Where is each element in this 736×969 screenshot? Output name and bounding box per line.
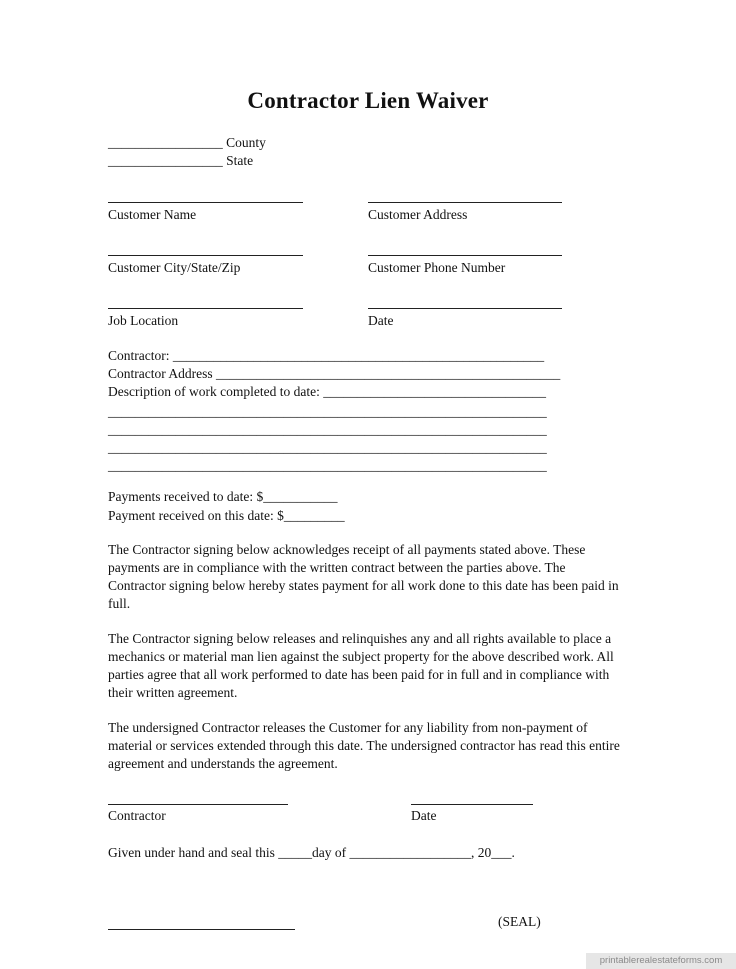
liability-paragraph <box>108 719 628 773</box>
description-blank-line: _________________________________________________________________ <box>108 422 547 437</box>
contractor-address-line: Contractor Address ___________________________________________________ <box>108 366 561 381</box>
contractor-signature-label: Contractor <box>108 808 166 823</box>
customer-name-field[interactable] <box>108 202 303 203</box>
acknowledgement-paragraph <box>108 541 628 613</box>
seal-signature-field[interactable] <box>108 929 295 930</box>
paragraph-line: The undersigned Contractor releases the Customer for any liability from non-payment of <box>108 720 588 735</box>
given-under-hand-line: Given under hand and seal this _____day of __________________, 20___. <box>108 845 515 860</box>
paragraph-line: Contractor signing below hereby states payment for all work done to this date has been paid in <box>108 578 619 593</box>
paragraph-line: agreement and understands the agreement. <box>108 756 338 771</box>
customer-name-label: Customer Name <box>108 207 197 222</box>
release-paragraph <box>108 630 628 702</box>
customer-address-field[interactable] <box>368 202 562 203</box>
customer-city-field[interactable] <box>108 255 303 256</box>
payments-to-date-line: Payments received to date: $___________ <box>108 489 338 504</box>
job-location-field[interactable] <box>108 308 303 309</box>
paragraph-line: The Contractor signing below releases and relinquishes any and all rights available to place a <box>108 631 612 646</box>
date-field[interactable] <box>368 308 562 309</box>
paragraph-line: mechanics or material man lien against the subject property for the above described work. All <box>108 649 614 664</box>
signature-date-label: Date <box>411 808 437 823</box>
description-blank-line: _________________________________________________________________ <box>108 458 547 473</box>
payment-this-date-line: Payment received on this date: $_________ <box>108 508 345 523</box>
contractor-line: Contractor: _______________________________________________________ <box>108 348 545 363</box>
state-line: _________________ State <box>108 153 254 168</box>
paragraph-line: full. <box>108 596 131 611</box>
date-label: Date <box>368 313 394 328</box>
customer-phone-field[interactable] <box>368 255 562 256</box>
description-blank-line: _________________________________________________________________ <box>108 404 547 419</box>
job-location-label: Job Location <box>108 313 179 328</box>
paragraph-line: material or services extended through this date. The undersigned contractor has read this entire <box>108 738 620 753</box>
description-blank-line: _________________________________________________________________ <box>108 440 547 455</box>
watermark: printablerealestateforms.com <box>586 953 736 969</box>
customer-city-label: Customer City/State/Zip <box>108 260 241 275</box>
paragraph-line: The Contractor signing below acknowledges receipt of all payments stated above. These <box>108 542 586 557</box>
seal-label: (SEAL) <box>498 914 541 929</box>
customer-phone-label: Customer Phone Number <box>368 260 506 275</box>
signature-date-field[interactable] <box>411 804 533 805</box>
paragraph-line: parties agree that all work performed to date has been paid for in full and in compliance with <box>108 667 610 682</box>
paragraph-line: payments are in compliance with the written contract between the parties above. The <box>108 560 566 575</box>
description-line: Description of work completed to date: _________________________________ <box>108 384 546 399</box>
customer-address-label: Customer Address <box>368 207 468 222</box>
county-line: _________________ County <box>108 135 266 150</box>
page-title: Contractor Lien Waiver <box>247 88 489 113</box>
paragraph-line: their written agreement. <box>108 685 238 700</box>
contractor-signature-field[interactable] <box>108 804 288 805</box>
